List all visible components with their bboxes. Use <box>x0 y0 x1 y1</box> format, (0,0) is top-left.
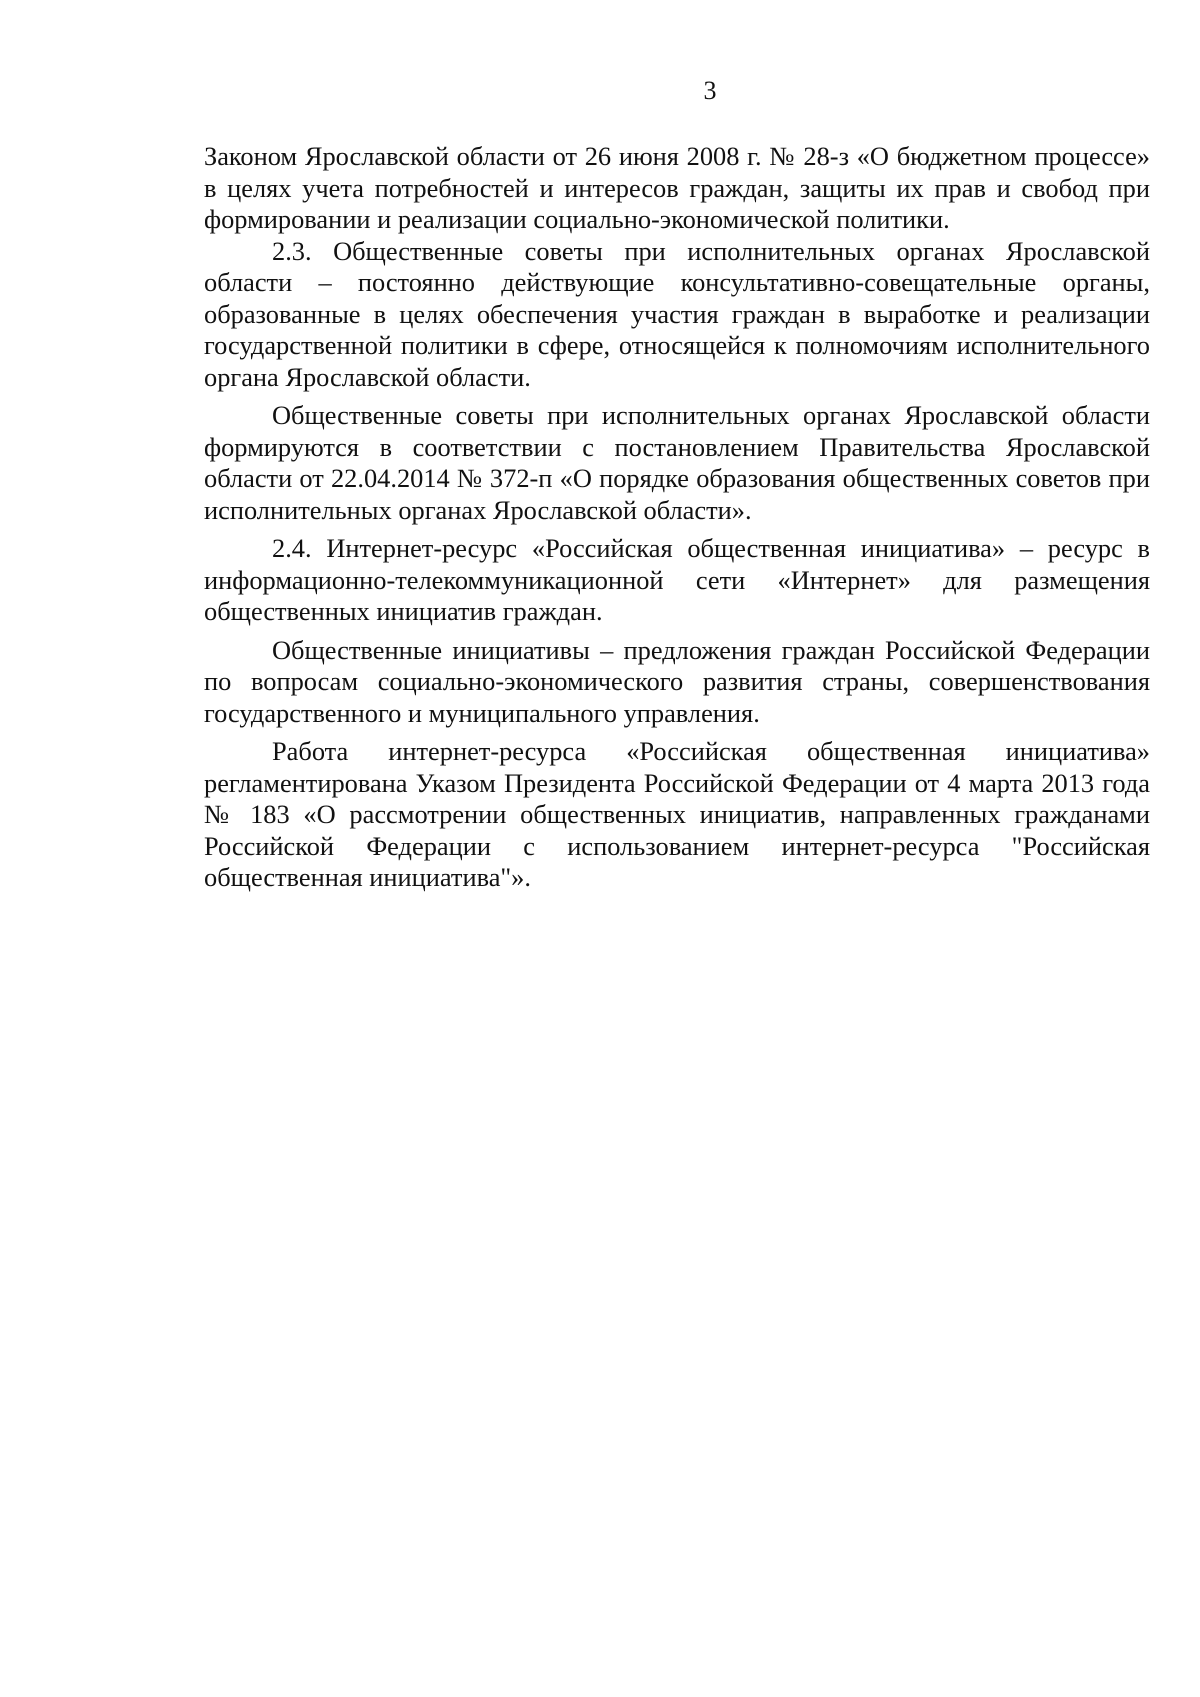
page-number: 3 <box>703 76 717 105</box>
paragraph-2-4-public-initiatives: Общественные инициативы – предложения граждан Российской Федерации по вопросам социально-экономического развития страны, совершенствования государственного и муниципального управления. <box>204 634 1150 728</box>
paragraph-2-4: 2.4. Интернет-ресурс «Российская общественная инициатива» – ресурс в информационно-телекоммуникационной сети «Интернет» для размещения общественных инициатив граждан. <box>204 533 1150 626</box>
paragraph-2-4-resource-regulation: Работа интернет-ресурса «Российская общественная инициатива» регламентирована Указом Президента Российской Федерации от 4 марта 2013 года № 183 «О рассмотрении общественных инициатив, направленных гражданами Российской Федерации с использованием интернет-ресурса "Российская общественная инициатива"». <box>204 736 1150 892</box>
paragraph-2-3: 2.3. Общественные советы при исполнительных органах Ярославской области – постоянно действующие консультативно-совещательные органы, образованные в целях обеспечения участия граждан в выработке и реализации государственной политики в сфере, относящейся к полномочиям исполнительного органа Ярославской области. <box>204 235 1150 392</box>
paragraph-continuation: Законом Ярославской области от 26 июня 2008 г. № 28-з «О бюджетном процессе» в целях учета потребностей и интересов граждан, защиты их прав и свобод при формировании и реализации социально-экономической политики. <box>204 141 1150 234</box>
document-body <box>204 141 1150 894</box>
paragraph-2-3-councils-formation: Общественные советы при исполнительных органах Ярославской области формируются в соответствии с постановлением Правительства Ярославской области от 22.04.2014 № 372-п «О порядке образования общественных советов при исполнительных органах Ярославской области». <box>204 400 1150 525</box>
